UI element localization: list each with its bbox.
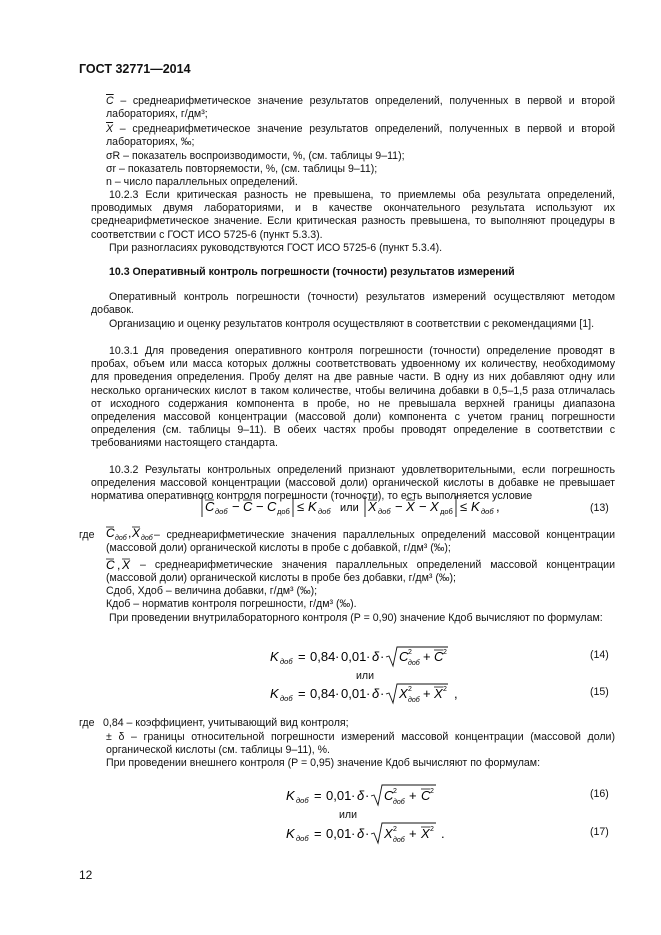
svg-text:≤: ≤ bbox=[460, 499, 468, 514]
svg-text:δ: δ bbox=[357, 826, 365, 841]
svg-text:C: C bbox=[421, 788, 431, 803]
c-bar-text: – среднеарифметическое значение результатов определений, полученных в первой и второй лабораториях, г/дм³; bbox=[106, 95, 615, 121]
svg-text:·: · bbox=[335, 686, 340, 701]
svg-text:·: · bbox=[351, 788, 356, 803]
svg-text:C: C bbox=[267, 499, 277, 514]
svg-text:X: X bbox=[399, 686, 408, 701]
svg-text:·: · bbox=[365, 788, 370, 803]
where-label-1: где bbox=[79, 529, 95, 541]
svg-text:=: = bbox=[298, 649, 306, 664]
equation-15 bbox=[268, 680, 468, 706]
svg-text:доб: доб bbox=[215, 507, 228, 516]
x-bar-text: – среднеарифметическое значение результатов определений, полученных в первой и второй лабораториях, ‰; bbox=[106, 123, 615, 149]
svg-text:доб: доб bbox=[318, 507, 331, 516]
svg-text:доб: доб bbox=[296, 796, 309, 805]
svg-text:K: K bbox=[308, 499, 317, 514]
svg-text:·: · bbox=[335, 649, 340, 664]
svg-text:C: C bbox=[205, 499, 215, 514]
svg-text:−: − bbox=[256, 499, 264, 514]
svg-text:X: X bbox=[132, 526, 141, 540]
or-label-2: или bbox=[339, 809, 358, 821]
def-eq13-1 bbox=[106, 529, 615, 555]
def-coef-084: 0,84 – коэффициент, учитывающий вид контроля; bbox=[103, 717, 349, 729]
def-n: n – число параллельных определений. bbox=[106, 176, 298, 188]
svg-text:=: = bbox=[298, 686, 306, 701]
eq14-factor: 0,01 bbox=[341, 649, 367, 664]
eq15-coef: 0,84 bbox=[310, 686, 336, 701]
svg-text:·: · bbox=[380, 686, 385, 701]
svg-text:−: − bbox=[232, 499, 240, 514]
eq16-number: (16) bbox=[590, 788, 609, 800]
svg-text:доб: доб bbox=[115, 535, 127, 542]
paragraph-internal-control: При проведении внутрилабораторного контроля (P = 0,90) значение Кдоб вычисляют по формулам: bbox=[109, 612, 603, 624]
svg-text:2: 2 bbox=[443, 686, 447, 693]
svg-text:,: , bbox=[454, 686, 458, 701]
svg-text:−: − bbox=[395, 499, 403, 514]
svg-text:2: 2 bbox=[443, 649, 447, 656]
svg-text:δ: δ bbox=[372, 649, 380, 664]
def-sigma-r: σr – показатель повторяемости, %, (см. таблицы 9–11); bbox=[106, 163, 378, 175]
svg-text:доб: доб bbox=[296, 834, 309, 843]
eq17-number: (17) bbox=[590, 826, 609, 838]
svg-text:C: C bbox=[243, 499, 253, 514]
svg-text:2: 2 bbox=[408, 686, 412, 693]
svg-text:2: 2 bbox=[393, 788, 397, 795]
svg-text:≤: ≤ bbox=[297, 499, 305, 514]
svg-text:=: = bbox=[314, 826, 322, 841]
svg-text:доб: доб bbox=[280, 694, 293, 703]
svg-text:2: 2 bbox=[408, 649, 412, 656]
paragraph-disagreement: При разногласиях руководствуются ГОСТ ИСО 5725-6 (пункт 5.3.4). bbox=[109, 242, 443, 254]
svg-text:·: · bbox=[351, 826, 356, 841]
svg-text:K: K bbox=[270, 649, 279, 664]
svg-text:=: = bbox=[314, 788, 322, 803]
svg-text:K: K bbox=[286, 788, 295, 803]
svg-text:X: X bbox=[421, 826, 430, 841]
paragraph-10-3-1: 10.3.1 Для проведения оперативного контроля погрешности (точности) определение проводят в пробах, объем или масса которых должны соответствовать удвоенному их количеству, необходимому для проведения определения. Пробу делят на две равные части. В одну из них добавляют одну или несколько органических кислот в таком количестве, чтобы величина добавки в 0,5–1,5 раза отличалась от исходного содержания компонента в пробе, но не превышала верхней границы диапазона определения массовой концентрации (массовой доли) компонента с учетом границ погрешности определения (см. таблицы 9–11). В обеих частях пробы проводят определение в соответствии с требованиями настоящего стандарта. bbox=[91, 345, 615, 450]
def-x-bar bbox=[106, 123, 615, 149]
svg-text:доб: доб bbox=[141, 535, 153, 542]
svg-text:·: · bbox=[365, 826, 370, 841]
equation-17 bbox=[284, 819, 454, 847]
def-c-bar bbox=[106, 95, 615, 121]
svg-text:δ: δ bbox=[357, 788, 365, 803]
svg-text:C: C bbox=[434, 649, 444, 664]
equation-14 bbox=[268, 643, 458, 669]
svg-text:·: · bbox=[366, 686, 371, 701]
svg-text:·: · bbox=[380, 649, 385, 664]
eq13-number: (13) bbox=[590, 502, 609, 514]
paragraph-10-3-2: 10.3.2 Результаты контрольных определений признают удовлетворительными, если погрешность определения массовой концентрации (массовой доли) органической кислоты в добавке не превышает норматива оперативного контроля погрешности (точности), то есть выполняется условие bbox=[91, 464, 615, 503]
svg-text:+: + bbox=[423, 649, 431, 664]
svg-text:X: X bbox=[406, 499, 415, 514]
svg-text:K: K bbox=[286, 826, 295, 841]
equation-16 bbox=[284, 781, 444, 809]
svg-text:C: C bbox=[399, 649, 409, 664]
paragraph-operative-2: Организацию и оценку результатов контроля осуществляют в соответствии с рекомендациями [1]. bbox=[109, 318, 595, 330]
equation-13 bbox=[200, 494, 500, 520]
svg-text:−: − bbox=[419, 499, 427, 514]
svg-text:K: K bbox=[270, 686, 279, 701]
svg-text:C: C bbox=[106, 558, 115, 572]
svg-text:2: 2 bbox=[430, 788, 434, 795]
or-label-1: или bbox=[356, 670, 375, 682]
svg-text:.: . bbox=[441, 826, 445, 841]
svg-text:,: , bbox=[496, 499, 500, 514]
svg-text:C: C bbox=[106, 526, 115, 540]
eq14-number: (14) bbox=[590, 649, 609, 661]
svg-text:доб: доб bbox=[277, 507, 290, 516]
def-eq13-3: Сдоб, Хдоб – величина добавки, г/дм³ (‰); bbox=[106, 585, 318, 597]
svg-text:X: X bbox=[122, 558, 131, 572]
eq15-factor: 0,01 bbox=[341, 686, 367, 701]
svg-text:+: + bbox=[423, 686, 431, 701]
c-bar-symbol: С bbox=[106, 95, 114, 107]
paragraph-operative-1: Оперативный контроль погрешности (точности) результатов измерений осуществляют методом добавок. bbox=[91, 291, 615, 317]
paragraph-external-control: При проведении внешнего контроля (P = 0,95) значение Кдоб вычисляют по формулам: bbox=[106, 757, 541, 769]
svg-text:доб: доб bbox=[440, 507, 453, 516]
svg-text:доб: доб bbox=[481, 507, 494, 516]
eq15-number: (15) bbox=[590, 686, 609, 698]
def-eq13-4: Кдоб – норматив контроля погрешности, г/дм³ (‰). bbox=[106, 598, 357, 610]
svg-text:X: X bbox=[368, 499, 377, 514]
eq13-or: или bbox=[340, 502, 359, 514]
def-eq13-2-text: – среднеарифметические значения параллельных определений массовой концентрации (массовой доли) органической кислоты в пробе без добавки, г/дм³ (‰); bbox=[106, 559, 615, 585]
svg-text:,: , bbox=[128, 526, 132, 540]
svg-text:доб: доб bbox=[378, 507, 391, 516]
x-bar-symbol: Х bbox=[106, 123, 114, 135]
svg-text:2: 2 bbox=[430, 826, 434, 833]
def-sigma-R: σR – показатель воспроизводимости, %, (см. таблицы 9–11); bbox=[106, 150, 405, 162]
def-eq13-2 bbox=[106, 559, 615, 585]
document-header: ГОСТ 32771—2014 bbox=[79, 62, 191, 76]
def-eq13-1-text: – среднеарифметические значения параллельных определений массовой концентрации (массовой доли) органической кислоты в пробе с добавкой, г/дм³ (‰); bbox=[106, 529, 615, 555]
svg-text:+: + bbox=[409, 788, 417, 803]
eq14-coef: 0,84 bbox=[310, 649, 336, 664]
paragraph-10-2-3: 10.2.3 Если критическая разность не превышена, то приемлемы оба результата определений, проводимых двумя лабораториями, и в качестве окончательного результата используют их среднеарифметическое значение. Если критическая разность превышена, то выполняют процедуры в соответствии с ГОСТ ИСО 5725-6 (пункт 5.3.3). bbox=[91, 189, 615, 241]
svg-text:доб: доб bbox=[393, 799, 405, 806]
where-label-2: где bbox=[79, 717, 95, 729]
svg-text:доб: доб bbox=[393, 837, 405, 844]
svg-text:X: X bbox=[384, 826, 393, 841]
svg-text:δ: δ bbox=[372, 686, 380, 701]
page-number: 12 bbox=[79, 868, 93, 882]
svg-text:C: C bbox=[384, 788, 394, 803]
svg-text:·: · bbox=[366, 649, 371, 664]
svg-text:доб: доб bbox=[408, 697, 420, 704]
section-title-10-3: 10.3 Оперативный контроль погрешности (точности) результатов измерений bbox=[109, 266, 515, 278]
svg-text:доб: доб bbox=[408, 660, 420, 667]
svg-text:,: , bbox=[117, 558, 121, 572]
svg-text:X: X bbox=[430, 499, 439, 514]
svg-text:+: + bbox=[409, 826, 417, 841]
eq17-factor: 0,01 bbox=[326, 826, 352, 841]
svg-text:доб: доб bbox=[280, 657, 293, 666]
eq16-factor: 0,01 bbox=[326, 788, 352, 803]
svg-text:X: X bbox=[434, 686, 443, 701]
def-delta: ± δ – границы относительной погрешности измерений массовой концентрации (массовой доли) органической кислоты (см. таблицы 9–11), %. bbox=[106, 731, 615, 757]
svg-text:K: K bbox=[471, 499, 480, 514]
svg-text:2: 2 bbox=[393, 826, 397, 833]
